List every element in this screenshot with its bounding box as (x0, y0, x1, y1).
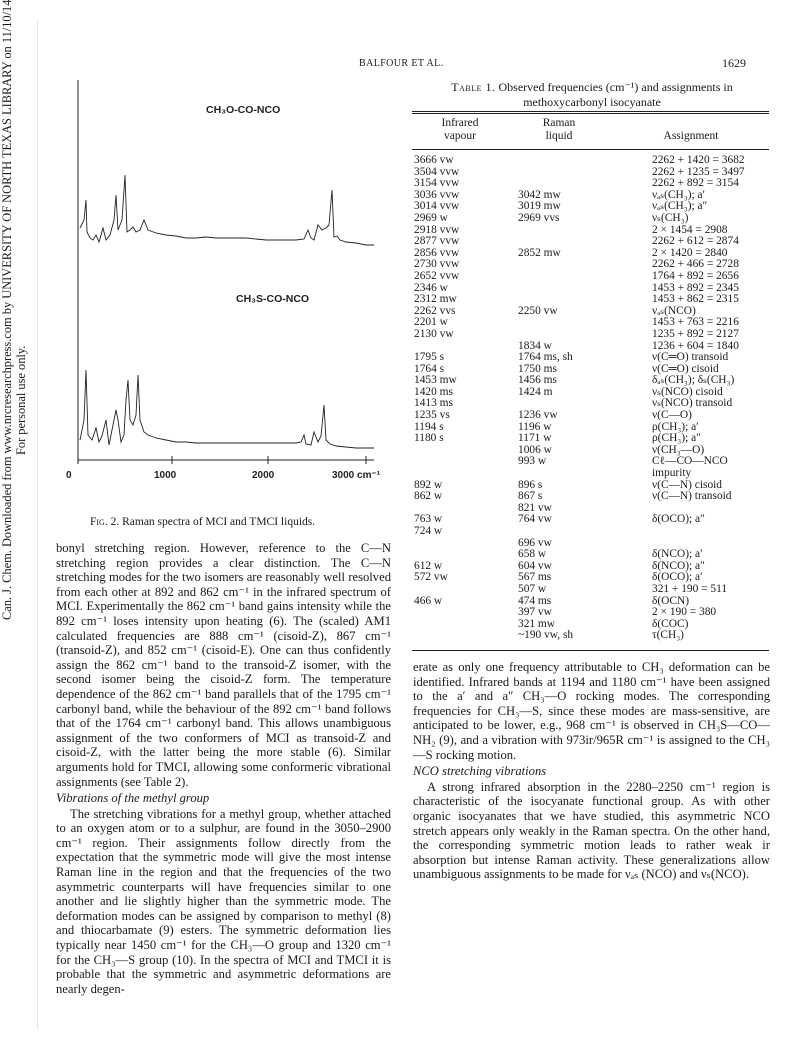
paragraph-nco: A strong infrared absorption in the 2280–2250 cm⁻¹ region is characteristic of the isocyanate functional group. As with other organic isocyanates that we have studied, this asymmetric NCO stretch appears only weakly in the Raman spectra. On the other hand, the corresponding symmetric motion leads to rather weak ir absorption but intense Raman activity. These generalizations allow unambiguous assignments to be made for νₐₛ (NCO) and νₛ(NCO). (413, 779, 770, 882)
download-notice (0, 0, 30, 620)
table-row (414, 619, 770, 631)
infrared-cell: 1194 s (414, 420, 444, 433)
infrared-cell: 612 w (414, 559, 443, 572)
table-row (414, 190, 770, 202)
infrared-cell: 3154 vvw (414, 177, 460, 190)
assignment-cell: 2 × 1454 = 2908 (652, 223, 728, 236)
infrared-cell (414, 619, 506, 631)
raman-cell: 1171 w (518, 432, 552, 445)
infrared-cell: 3014 vvw (414, 200, 460, 213)
spectrum-trace-tmci (80, 370, 374, 448)
raman-cell (506, 259, 646, 271)
assignment-cell: ν(C═O) transoid (652, 351, 729, 364)
raman-cell: 2250 vw (518, 304, 558, 317)
table-row (414, 468, 770, 480)
infrared-cell: 1180 s (414, 432, 444, 445)
raman-cell: 1750 ms (518, 362, 557, 375)
infrared-cell: 2918 vvw (414, 223, 460, 236)
raman-cell (506, 236, 646, 248)
infrared-cell: 892 w (414, 478, 443, 491)
assignment-cell: ρ(CH₃); a″ (652, 432, 701, 445)
figure-caption (90, 516, 315, 528)
infrared-cell (414, 607, 506, 619)
assignment-cell: δₐₛ(CH₃); δₛ(CH₃) (652, 374, 735, 387)
raman-cell: 1456 ms (518, 374, 557, 387)
table-row (414, 398, 770, 410)
raman-spectra-figure (56, 80, 386, 500)
table-row (414, 503, 770, 515)
infrared-cell: 2346 w (414, 281, 448, 294)
assignment-cell: ν(C—O) (652, 409, 692, 422)
raman-cell: 567 ms (518, 571, 552, 584)
table-caption (412, 80, 772, 110)
raman-cell (506, 167, 646, 179)
assignment-cell: Cℓ—CO—NCO (652, 455, 728, 468)
infrared-cell (414, 584, 506, 596)
download-notice-line1: Can. J. Chem. Downloaded from www.nrcresearchpress.com by UNIVERSITY OF NORTH TEXAS LIBRARY on 11/10/14 (0, 0, 14, 620)
raman-cell: 821 vw (518, 501, 552, 514)
assignment-cell: 2262 + 466 = 2728 (652, 258, 739, 271)
assignment-cell: δ(OCN) (652, 594, 690, 607)
assignment-cell: 1235 + 892 = 2127 (652, 327, 739, 340)
left-column-text (56, 541, 391, 996)
raman-cell: 3042 mw (518, 188, 561, 201)
frequency-table (414, 155, 770, 642)
assignment-cell: 2262 + 1420 = 3682 (652, 154, 745, 166)
header-raman-line2: liquid (545, 130, 573, 142)
raman-cell: 764 vw (518, 513, 552, 526)
page-number: 1629 (722, 56, 746, 70)
assignment-cell: 1764 + 892 = 2656 (652, 269, 739, 282)
figure-caption-label: Fig. 2. (90, 516, 120, 528)
assignment-cell: δ(OCO); a′ (652, 571, 703, 584)
table-row (414, 236, 770, 248)
spectrum-label-mci: CH₃O-CO-NCO (206, 104, 281, 116)
raman-cell (506, 526, 646, 538)
infrared-cell: 862 w (414, 490, 443, 503)
assignment-cell (646, 526, 770, 538)
raman-cell (506, 225, 646, 237)
spectrum-trace-mci (80, 175, 374, 245)
table-caption-text: Observed frequencies (cm⁻¹) and assignments in methoxycarbonyl isocyanate (498, 80, 733, 109)
infrared-cell: 2969 w (414, 211, 448, 224)
assignment-cell: 2262 + 612 = 2874 (652, 235, 739, 248)
infrared-cell: 2856 vvw (414, 246, 460, 259)
assignment-cell: ν(C—N) transoid (652, 490, 732, 503)
section-heading-methyl: Vibrations of the methyl group (56, 791, 210, 806)
infrared-cell: 1453 mw (414, 374, 457, 387)
infrared-cell: 724 w (414, 525, 443, 537)
raman-cell: 1424 m (518, 385, 553, 398)
raman-cell: 993 w (518, 455, 547, 468)
infrared-cell: 2130 vw (414, 327, 454, 340)
raman-cell (506, 468, 646, 480)
assignment-cell: νₛ(NCO) cisoid (652, 385, 723, 398)
infrared-cell: 2201 w (414, 316, 448, 329)
x-tick-label-0: 0 (66, 470, 72, 481)
table-row (414, 596, 770, 608)
table-header-rule (412, 149, 769, 150)
assignment-cell: ν(CH₃—O) (652, 443, 705, 456)
infrared-cell: 1764 s (414, 362, 445, 375)
x-tick-label-1000: 1000 (154, 470, 177, 481)
raman-cell: 507 w (518, 582, 547, 595)
raman-cell: 867 s (518, 490, 543, 503)
assignment-cell: νₛ(NCO) transoid (652, 397, 733, 410)
table-row (414, 410, 770, 422)
table-row (414, 584, 770, 596)
infrared-cell: 763 w (414, 513, 443, 526)
infrared-cell: 1420 ms (414, 385, 453, 398)
raman-cell (506, 155, 646, 167)
assignment-cell: τ(CH₃) (652, 629, 684, 642)
infrared-cell (414, 630, 506, 642)
raman-cell: 474 ms (518, 594, 552, 607)
raman-cell: 1764 ms, sh (518, 351, 573, 364)
table-bottom-rule (412, 650, 769, 651)
raman-cell: 1834 w (518, 339, 552, 352)
infrared-cell (414, 538, 506, 550)
infrared-cell: 3036 vvw (414, 188, 460, 201)
assignment-cell: 1236 + 604 = 1840 (652, 339, 739, 352)
assignment-cell: δ(NCO); a″ (652, 559, 705, 572)
paragraph-rocking: erate as only one frequency attributable to CH₃ deformation can be identified. Infrared bands at 1194 and 1180 cm⁻¹ have been assigned to the a′ and a″ CH₃—O rocking modes. The corresponding frequencies for CH₃—S, since these modes are mass-sensitive, are anticipated to be lower, e.g., 968 cm⁻¹ is observed in CH₃S—CO—NH₂ (9), and a vibration with 973ir/965R cm⁻¹ is assigned to the CH₃—S rocking motion. (413, 660, 770, 762)
assignment-cell: 321 + 190 = 511 (652, 582, 728, 595)
assignment-cell: νₐₛ(NCO) (652, 304, 696, 317)
raman-cell (506, 294, 646, 306)
table-row (414, 201, 770, 213)
infrared-cell: 2730 vvw (414, 258, 460, 271)
infrared-cell: 466 w (414, 594, 443, 607)
assignment-cell: impurity (652, 467, 692, 480)
assignment-cell: 1453 + 862 = 2315 (652, 293, 739, 306)
raman-cell: 1236 vw (518, 409, 558, 422)
table-row (414, 422, 770, 434)
x-tick-label-3000: 3000 cm⁻¹ (332, 470, 381, 481)
infrared-cell: 2652 vvw (414, 269, 460, 282)
assignment-cell: 2 × 190 = 380 (652, 606, 717, 619)
table-row (414, 271, 770, 283)
raman-cell (506, 271, 646, 283)
raman-cell: 321 mw (518, 617, 556, 630)
table-row (414, 514, 770, 526)
margin-line (37, 20, 38, 1030)
paragraph-conformers: bonyl stretching region. However, reference to the C—N stretching region provides a clear distinction. The C—N stretching modes for the two isomers are reasonably well resolved from each other at 892 and 862 cm⁻¹ in the infrared spectrum of MCI. Experimentally the 862 cm⁻¹ band gains intensity while the 892 cm⁻¹ loses intensity upon heating (6). The (scaled) AM1 calculated frequencies are 888 cm⁻¹ (cisoid-Z), 867 cm⁻¹ (transoid-Z), and 852 cm⁻¹ (cisoid-E). One can thus confidently assign the 862 cm⁻¹ band to the transoid-Z isomer, with the second isomer being the cisoid-Z form. The temperature dependence of the 862 cm⁻¹ band parallels that of the 1795 cm⁻¹ carbonyl band, while the behaviour of the 892 cm⁻¹ band follows that of the 1764 cm⁻¹ carbonyl band. This allows unambiguous assignment of the two conformers of MCI as transoid-Z and cisoid-Z, with the latter being the more stable (6). Similar arguments hold for TMCI, allowing some conformeric vibrational assignments (see Table 2). (56, 541, 391, 789)
assignment-cell: νₐₛ(CH₃); a′ (652, 188, 706, 201)
infrared-cell: 2877 vvw (414, 235, 460, 248)
infrared-cell: 2312 mw (414, 293, 457, 306)
paragraph-methyl: The stretching vibrations for a methyl group, whether attached to an oxygen atom or to a sulphur, are found in the 3050–2900 cm⁻¹ region. Their assignments follow directly from the expectation that the symmetric mode will give the most intense Raman line in the region and that the frequencies of the two asymmetric counterparts will have frequencies similar to one another and lie slightly higher than the symmetric mode. The deformation modes can be assigned by comparison to methyl (8) and thiocarbamate (9) esters. The symmetric deformation lies typically near 1450 cm⁻¹ for the CH₃—O group and 1320 cm⁻¹ for the CH₃—S group (10). In the spectra of MCI and TMCI it is probable that the symmetric and asymmetric deformations are nearly degen- (56, 806, 391, 996)
header-infrared-line2: vapour (444, 130, 476, 142)
infrared-cell: 2262 vvs (414, 304, 456, 317)
table-row (414, 155, 770, 167)
assignment-cell: δ(NCO); a′ (652, 548, 703, 561)
assignment-cell: 2262 + 1235 = 3497 (652, 165, 745, 178)
raman-cell: 604 vw (518, 559, 552, 572)
infrared-cell (414, 456, 506, 468)
raman-cell: 896 s (518, 478, 543, 491)
table-row (414, 456, 770, 468)
table-row (414, 526, 770, 538)
assignment-cell: ρ(CH₃); a′ (652, 420, 699, 433)
x-tick-label-2000: 2000 (252, 470, 275, 481)
download-notice-line2: For personal use only. (14, 345, 28, 455)
infrared-cell: 1795 s (414, 351, 445, 364)
table-row (414, 329, 770, 341)
assignment-cell: νₐₛ(CH₃); a″ (652, 200, 708, 213)
table-row (414, 538, 770, 550)
figure-caption-text: Raman spectra of MCI and TMCI liquids. (122, 516, 316, 528)
running-title: BALFOUR ET AL. (359, 58, 444, 69)
header-infrared (414, 117, 506, 143)
table-row (414, 294, 770, 306)
table-row (414, 352, 770, 364)
assignment-cell: ν(C—N) cisoid (652, 478, 723, 491)
assignment-cell: δ(COC) (652, 617, 689, 630)
raman-cell: 1196 w (518, 420, 552, 433)
assignment-cell: 1453 + 892 = 2345 (652, 281, 739, 294)
table-row (414, 549, 770, 561)
header-raman-line1: Raman (542, 117, 576, 129)
infrared-cell (414, 445, 506, 457)
infrared-cell: 3504 vvw (414, 165, 460, 178)
raman-cell (506, 283, 646, 295)
raman-cell: 2852 mw (518, 246, 561, 259)
infrared-cell: 3666 vw (414, 154, 454, 166)
infrared-cell: 1413 ms (414, 397, 453, 410)
header-raman (506, 117, 612, 143)
table-row (414, 607, 770, 619)
assignment-cell: 2 × 1420 = 2840 (652, 246, 728, 259)
table-caption-label: Table 1. (451, 80, 496, 94)
infrared-cell: 1235 vs (414, 409, 450, 422)
infrared-cell (414, 468, 506, 480)
table-row (414, 213, 770, 225)
table-row (414, 433, 770, 445)
raman-cell (506, 317, 646, 329)
assignment-cell: 2262 + 892 = 3154 (652, 177, 739, 190)
table-top-rule (412, 111, 769, 114)
infrared-cell: 572 vw (414, 571, 448, 584)
table-row (414, 561, 770, 573)
assignment-cell: νₛ(CH₃) (652, 211, 689, 224)
table-row (414, 178, 770, 190)
raman-cell (506, 329, 646, 341)
raman-cell: 3019 mw (518, 200, 561, 213)
raman-cell: ~190 vw, sh (518, 629, 574, 642)
raman-cell: 397 vw (518, 606, 552, 619)
raman-cell: 2969 vvs (518, 211, 560, 224)
table-row (414, 630, 770, 642)
raman-cell: 658 w (518, 548, 547, 561)
spectrum-label-tmci: CH₃S-CO-NCO (236, 293, 310, 305)
header-infrared-line1: Infrared (441, 117, 479, 129)
right-column-text (413, 660, 770, 882)
assignment-cell: δ(OCO); a″ (652, 513, 705, 526)
assignment-cell: 1453 + 763 = 2216 (652, 316, 739, 329)
raman-cell: 696 vw (518, 536, 552, 549)
section-heading-nco: NCO stretching vibrations (413, 764, 547, 779)
header-assignment: Assignment (663, 130, 719, 142)
raman-cell: 1006 w (518, 443, 552, 456)
table-row (414, 491, 770, 503)
assignment-cell: ν(C═O) cisoid (652, 362, 719, 375)
